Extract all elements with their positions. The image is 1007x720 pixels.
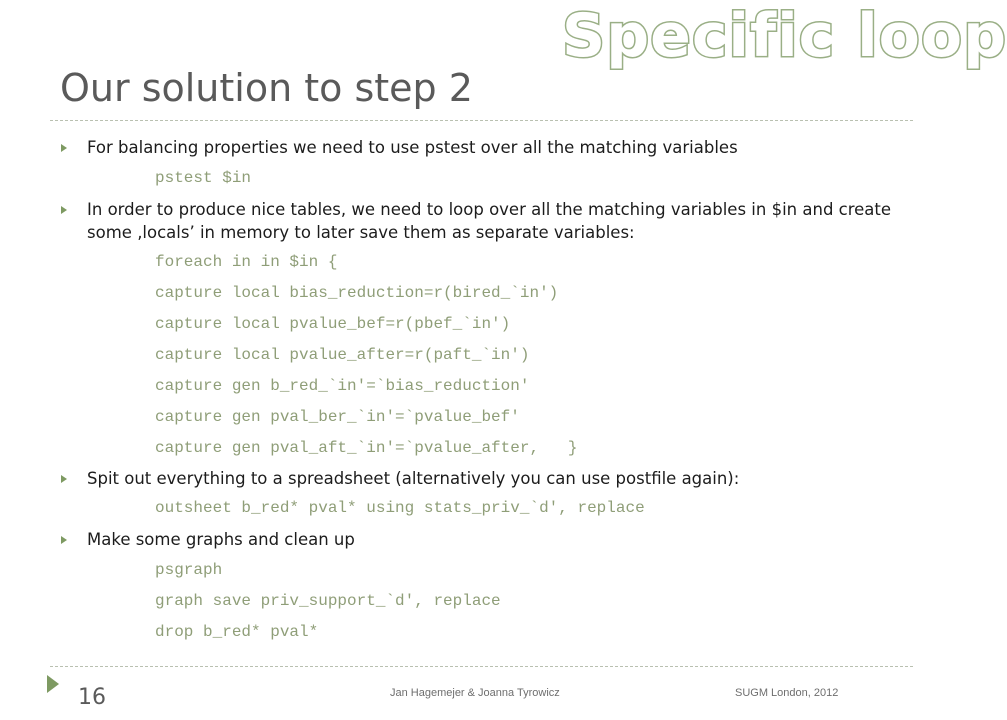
- bullet-text: Spit out everything to a spreadsheet (alternatively you can use postfile again):: [87, 469, 740, 488]
- code-line: drop b_red* pval*: [155, 623, 319, 641]
- footer-authors: Jan Hagemejer & Joanna Tyrowicz: [390, 687, 560, 699]
- footer-arrow-icon: [47, 675, 59, 693]
- slide-body: [60, 136, 920, 648]
- code-line: capture local bias_reduction=r(bired_`in'): [155, 284, 559, 302]
- bullet-item: [60, 467, 920, 490]
- slide-title: Our solution to step 2: [60, 66, 473, 110]
- bullet-text: In order to produce nice tables, we need to loop over all the matching variables in $in and create some ‚locals’ in memory to later save them as separate variables:: [87, 200, 892, 242]
- bullet-item: [60, 528, 920, 551]
- footer-divider: [50, 666, 913, 667]
- code-block: [60, 247, 920, 464]
- page-number: 16: [78, 685, 106, 710]
- code-line: pstest $in: [155, 169, 252, 187]
- code-line: graph save priv_support_`d', replace: [155, 592, 501, 610]
- code-line: capture local pvalue_after=r(paft_`in'): [155, 346, 530, 364]
- bullet-item: [60, 136, 920, 159]
- code-line: capture local pvalue_bef=r(pbef_`in'): [155, 315, 511, 333]
- footer-event: SUGM London, 2012: [735, 687, 839, 699]
- section-stamp: Specific loop: [562, 1, 1007, 71]
- code-line: capture gen b_red_`in'=`bias_reduction': [155, 377, 530, 395]
- code-line: capture gen pval_aft_`in'=`pvalue_after, }: [155, 439, 578, 457]
- header-divider: [50, 120, 913, 121]
- code-line: foreach in in $in {: [155, 253, 338, 271]
- code-line: capture gen pval_ber_`in'=`pvalue_bef': [155, 408, 520, 426]
- bullet-item: [60, 198, 920, 244]
- code-line: psgraph: [155, 561, 223, 579]
- code-block: [60, 555, 920, 648]
- bullet-text: Make some graphs and clean up: [87, 530, 355, 549]
- code-line: outsheet b_red* pval* using stats_priv_`d', replace: [155, 499, 645, 517]
- bullet-text: For balancing properties we need to use pstest over all the matching variables: [87, 138, 738, 157]
